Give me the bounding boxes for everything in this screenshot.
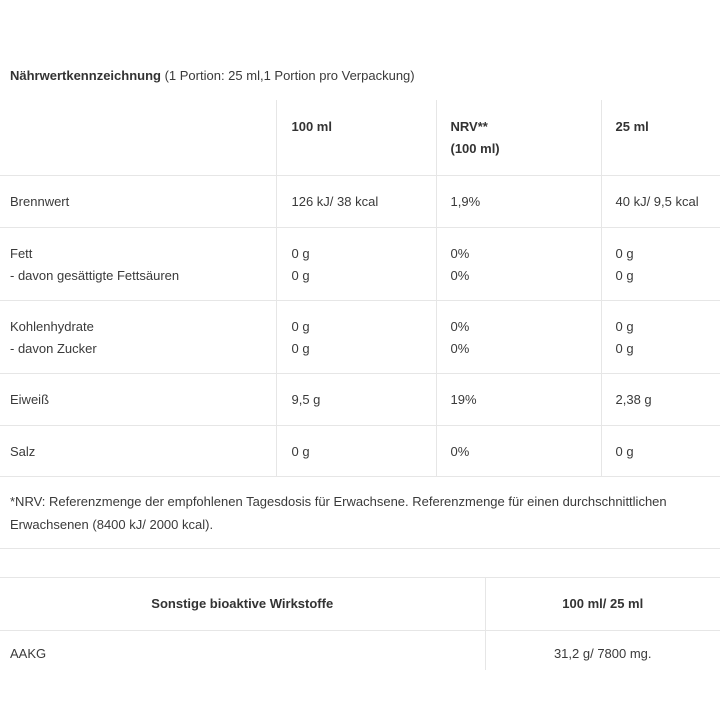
bioactive-header-row — [0, 578, 720, 630]
nutrition-caption-title: Nährwertkennzeichnung — [10, 68, 161, 83]
row-label: Eiweiß — [0, 373, 276, 425]
row-label-cell — [0, 227, 276, 300]
row-label-cell — [0, 300, 276, 373]
row-value-25ml: 40 kJ/ 9,5 kcal — [601, 175, 720, 227]
bioactive-table — [0, 578, 720, 670]
row-value-nrv: 19% — [436, 373, 601, 425]
nutrition-caption — [10, 68, 415, 83]
bioactive-header-name: Sonstige bioaktive Wirkstoffe — [0, 578, 485, 630]
row-sub-value-nrv: 0% — [450, 267, 470, 283]
row-value-100ml: 0 g — [291, 245, 310, 261]
row-value-nrv: 1,9% — [436, 175, 601, 227]
row-value-nrv: 0% — [450, 245, 470, 261]
row-sub-value-100ml: 0 g — [291, 340, 310, 356]
row-label: Fett — [10, 245, 33, 261]
table-row — [0, 175, 720, 227]
row-value-25ml: 0 g — [615, 318, 634, 334]
bioactive-name: AAKG — [0, 630, 485, 670]
row-value-100ml: 9,5 g — [276, 373, 436, 425]
row-value-25ml: 0 g — [601, 425, 720, 476]
row-sub-label: - davon gesättigte Fettsäuren — [10, 267, 180, 283]
row-sub-value-25ml: 0 g — [615, 267, 634, 283]
row-value-100ml: 0 g — [291, 318, 310, 334]
row-value-25ml: 0 g — [615, 245, 634, 261]
table-row — [0, 300, 720, 373]
table-row — [0, 227, 720, 300]
bioactive-header-amount: 100 ml/ 25 ml — [485, 578, 720, 630]
row-value-100ml: 126 kJ/ 38 kcal — [276, 175, 436, 227]
row-value-nrv-cell — [436, 227, 601, 300]
table-row — [0, 630, 720, 670]
nutrition-header-row — [0, 100, 720, 175]
table-row — [0, 373, 720, 425]
row-value-100ml-cell — [276, 300, 436, 373]
row-value-100ml: 0 g — [276, 425, 436, 476]
row-sub-value-25ml: 0 g — [615, 340, 634, 356]
table-row — [0, 425, 720, 476]
row-value-nrv: 0% — [450, 318, 470, 334]
row-sub-label: - davon Zucker — [10, 340, 97, 356]
header-nrv-line1: NRV** — [450, 119, 488, 134]
row-value-25ml-cell — [601, 300, 720, 373]
row-sub-value-nrv: 0% — [450, 340, 470, 356]
row-sub-value-100ml: 0 g — [291, 267, 310, 283]
header-label-cell — [0, 100, 276, 175]
row-value-nrv: 0% — [436, 425, 601, 476]
row-value-100ml-cell — [276, 227, 436, 300]
row-label: Salz — [0, 425, 276, 476]
row-value-25ml: 2,38 g — [601, 373, 720, 425]
row-label: Brennwert — [0, 175, 276, 227]
nutrition-table — [0, 100, 720, 477]
nutrition-caption-detail: (1 Portion: 25 ml,1 Portion pro Verpackung) — [160, 68, 415, 83]
row-value-25ml-cell — [601, 227, 720, 300]
header-nrv-line2: (100 ml) — [450, 141, 500, 156]
header-25ml: 25 ml — [601, 100, 720, 175]
header-nrv — [436, 100, 601, 175]
row-value-nrv-cell — [436, 300, 601, 373]
nrv-footnote: *NRV: Referenzmenge der empfohlenen Tagesdosis für Erwachsene. Referenzmenge für einen durchschnittlichen Erwachsenen (8400 kJ/ 2000 kcal). — [10, 494, 667, 532]
header-100ml: 100 ml — [276, 100, 436, 175]
bioactive-amount: 31,2 g/ 7800 mg. — [553, 645, 652, 661]
row-label: Kohlenhydrate — [10, 318, 94, 334]
divider — [0, 548, 720, 549]
